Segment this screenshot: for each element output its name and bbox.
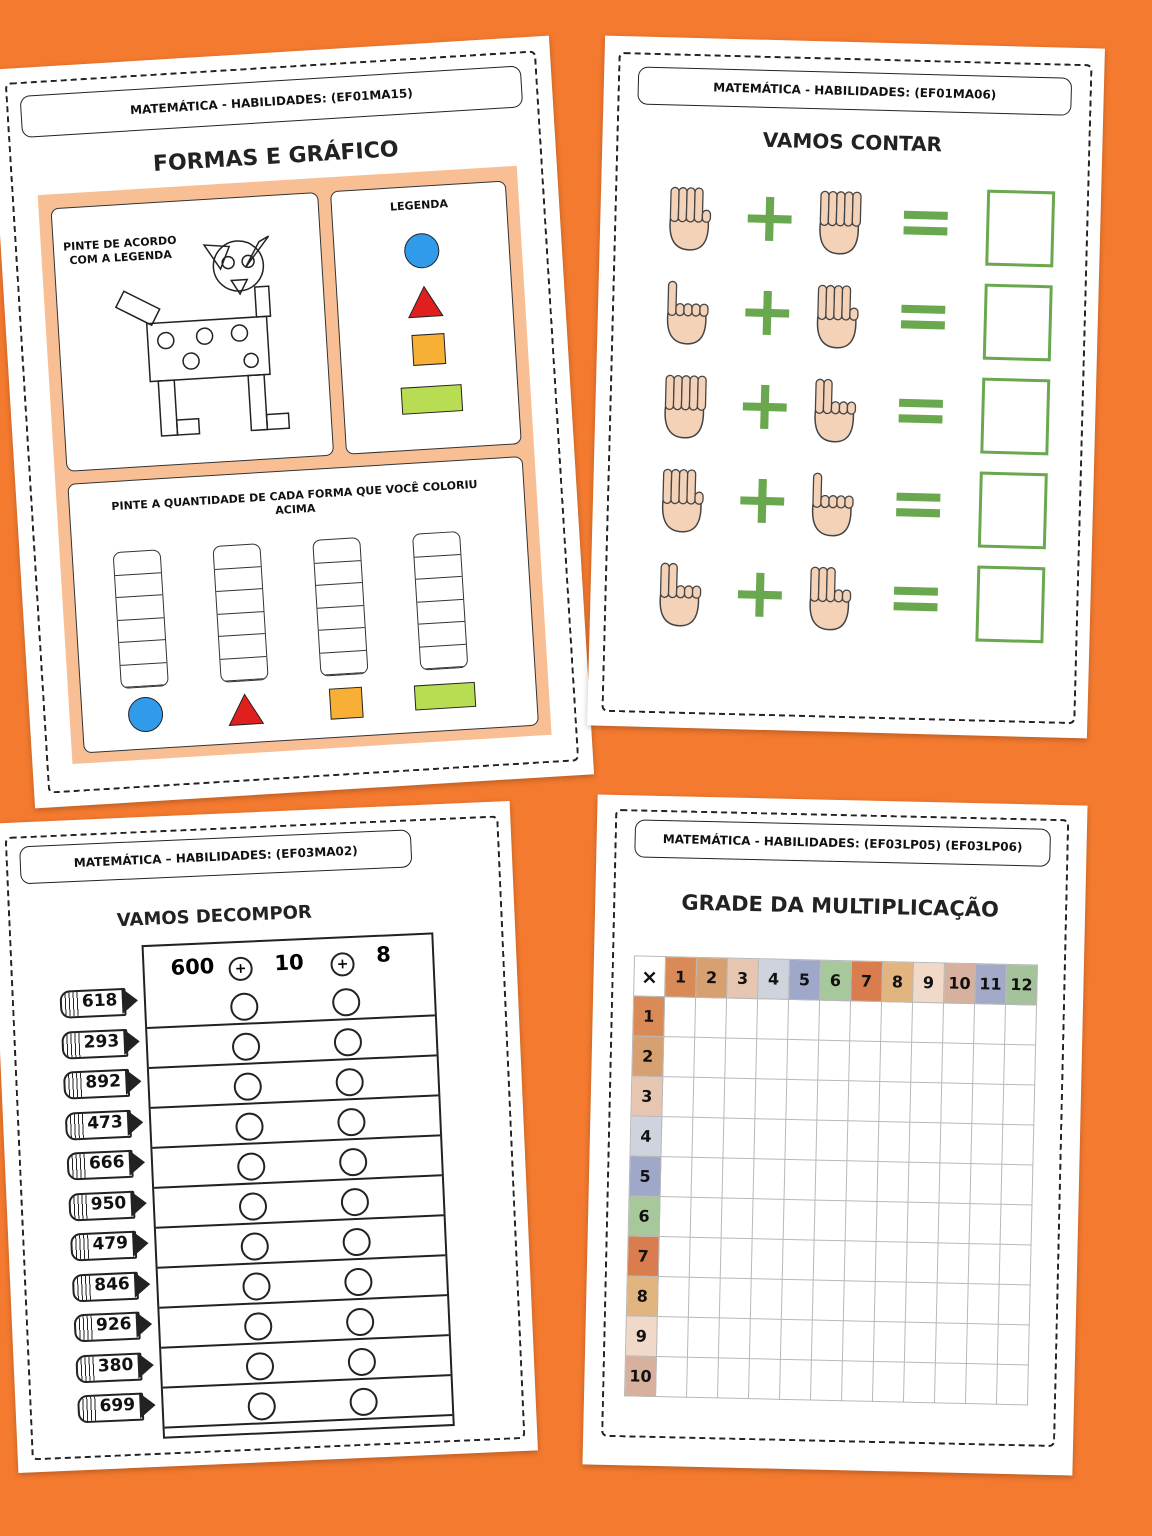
- answer-circle[interactable]: [340, 1187, 369, 1216]
- answer-cell[interactable]: [689, 1237, 721, 1278]
- answer-cell[interactable]: [661, 1117, 693, 1158]
- pencil-tip: [125, 1068, 142, 1095]
- answer-cell[interactable]: [996, 1364, 1028, 1405]
- column-header: 2: [696, 957, 728, 998]
- plus-sign: +: [739, 175, 801, 259]
- graph-shape-row: [68, 457, 538, 752]
- answer-cell[interactable]: [938, 1203, 970, 1244]
- answer-cell[interactable]: [725, 1038, 757, 1079]
- answer-cell[interactable]: [844, 1241, 876, 1282]
- answer-box[interactable]: [980, 378, 1050, 456]
- answer-cell[interactable]: [810, 1360, 842, 1401]
- number-label: 892: [85, 1071, 122, 1093]
- answer-circle[interactable]: [247, 1392, 276, 1421]
- row-header: 10: [625, 1356, 657, 1397]
- sheet-title: GRADE DA MULTIPLICAÇÃO: [681, 890, 1000, 922]
- column-header: 10: [944, 963, 976, 1004]
- counting-row: [657, 269, 1079, 364]
- answer-cell[interactable]: [1001, 1164, 1033, 1205]
- answer-cell[interactable]: [880, 1042, 912, 1083]
- answer-cell[interactable]: [783, 1199, 815, 1240]
- answer-cell[interactable]: [687, 1357, 719, 1398]
- answer-cell[interactable]: [788, 999, 820, 1040]
- answer-cell[interactable]: [904, 1322, 936, 1363]
- grid-line: [147, 1014, 435, 1029]
- answer-cell[interactable]: [941, 1083, 973, 1124]
- plus-sign: +: [729, 551, 791, 635]
- answer-cell[interactable]: [757, 999, 789, 1040]
- grid-line: [152, 1134, 440, 1149]
- grid-line: [163, 1374, 451, 1389]
- number-label: 666: [88, 1152, 125, 1174]
- answer-cell[interactable]: [847, 1121, 879, 1162]
- sheet-title: VAMOS DECOMPOR: [116, 901, 313, 932]
- equals-sign: =: [895, 179, 957, 263]
- answer-cell[interactable]: [813, 1240, 845, 1281]
- legend-title: LEGENDA: [389, 197, 449, 214]
- answer-circle[interactable]: [237, 1152, 266, 1181]
- answer-cell[interactable]: [907, 1202, 939, 1243]
- hand-right-icon: [807, 277, 865, 354]
- hand-right-icon: [802, 465, 860, 542]
- answer-circle[interactable]: [344, 1267, 373, 1296]
- pencil-number: [72, 1268, 157, 1300]
- grid-line: [156, 1214, 444, 1229]
- pencil-number: [77, 1390, 162, 1422]
- answer-cell[interactable]: [656, 1317, 688, 1358]
- grid-line: [161, 1334, 449, 1349]
- answer-cell[interactable]: [779, 1359, 811, 1400]
- graph-instruction: PINTE A QUANTIDADE DE CADA FORMA QUE VOCÊ COLORIU ACIMA: [111, 477, 478, 518]
- answer-circle[interactable]: [240, 1232, 269, 1261]
- row-header: 8: [626, 1276, 658, 1317]
- answer-cell[interactable]: [940, 1123, 972, 1164]
- answer-cell[interactable]: [782, 1239, 814, 1280]
- column-header: 12: [1006, 964, 1038, 1005]
- sheet-header: MATEMÁTICA – HABILIDADES: (EF03MA02): [19, 829, 412, 884]
- answer-circle[interactable]: [230, 992, 259, 1021]
- answer-cell[interactable]: [877, 1161, 909, 1202]
- answer-cell[interactable]: [848, 1081, 880, 1122]
- column-header: 5: [789, 959, 821, 1000]
- column-header: 11: [975, 964, 1007, 1005]
- dog-outline-drawing: [52, 193, 333, 471]
- answer-cell[interactable]: [966, 1324, 998, 1365]
- answer-cell[interactable]: [814, 1200, 846, 1241]
- legend-box: [330, 181, 522, 455]
- pencil-tip: [132, 1230, 149, 1257]
- plus-circle-header: +: [330, 952, 355, 977]
- graph-box: [67, 456, 539, 753]
- answer-circle[interactable]: [346, 1307, 375, 1336]
- equals-sign: =: [885, 555, 947, 639]
- answer-circle[interactable]: [233, 1072, 262, 1101]
- number-label: 618: [81, 990, 118, 1012]
- hand-left-icon: [652, 461, 710, 538]
- legend-lime-rectangle: [401, 385, 462, 415]
- answer-cell[interactable]: [970, 1164, 1002, 1205]
- answer-cell[interactable]: [876, 1201, 908, 1242]
- answer-cell[interactable]: [973, 1044, 1005, 1085]
- answer-circle[interactable]: [244, 1312, 273, 1341]
- hand-left-icon: [650, 555, 708, 632]
- number-label: 479: [92, 1233, 129, 1255]
- answer-cell[interactable]: [843, 1281, 875, 1322]
- pencil-number: [70, 1228, 155, 1260]
- answer-cell[interactable]: [817, 1080, 849, 1121]
- answer-cell[interactable]: [850, 1001, 882, 1042]
- pencil-tip: [130, 1190, 147, 1217]
- answer-cell[interactable]: [972, 1084, 1004, 1125]
- answer-cell[interactable]: [936, 1283, 968, 1324]
- answer-cell[interactable]: [753, 1159, 785, 1200]
- answer-cell[interactable]: [905, 1282, 937, 1323]
- counting-row: [649, 551, 1071, 646]
- answer-cell[interactable]: [816, 1120, 848, 1161]
- answer-cell[interactable]: [815, 1160, 847, 1201]
- legend-blue-circle: [404, 233, 440, 269]
- answer-circle[interactable]: [245, 1352, 274, 1381]
- answer-cell[interactable]: [909, 1122, 941, 1163]
- hand-left-icon: [654, 367, 712, 444]
- answer-cell[interactable]: [903, 1362, 935, 1403]
- answer-cell[interactable]: [934, 1363, 966, 1404]
- answer-cell[interactable]: [965, 1364, 997, 1405]
- shapes-panel: [38, 166, 552, 764]
- answer-cell[interactable]: [906, 1242, 938, 1283]
- answer-cell[interactable]: [1004, 1044, 1036, 1085]
- answer-cell[interactable]: [1000, 1204, 1032, 1245]
- equals-sign: =: [890, 367, 952, 451]
- grid-line: [159, 1294, 447, 1309]
- answer-circle[interactable]: [342, 1227, 371, 1256]
- equals-sign: =: [887, 461, 949, 545]
- plus-circle-header: +: [228, 956, 253, 981]
- answer-cell[interactable]: [873, 1321, 905, 1362]
- answer-cell[interactable]: [969, 1204, 1001, 1245]
- answer-cell[interactable]: [841, 1361, 873, 1402]
- worksheet-formas-e-grafico: [0, 36, 594, 809]
- row-header: 4: [630, 1116, 662, 1157]
- counting-row: [659, 175, 1081, 270]
- answer-cell[interactable]: [663, 1037, 695, 1078]
- hand-left-icon: [659, 179, 717, 256]
- answer-cell[interactable]: [718, 1318, 750, 1359]
- pencil-number: [66, 1147, 151, 1179]
- answer-cell[interactable]: [845, 1201, 877, 1242]
- row-header: 9: [625, 1316, 657, 1357]
- answer-cell[interactable]: [912, 1002, 944, 1043]
- answer-cell[interactable]: [935, 1323, 967, 1364]
- pencil-tip: [134, 1271, 151, 1298]
- answer-cell[interactable]: [908, 1162, 940, 1203]
- answer-cell[interactable]: [878, 1121, 910, 1162]
- answer-cell[interactable]: [842, 1321, 874, 1362]
- answer-circle[interactable]: [337, 1108, 366, 1137]
- number-label: 293: [83, 1030, 120, 1053]
- sheet-title: FORMAS E GRÁFICO: [152, 137, 400, 177]
- pencil-number: [63, 1066, 148, 1098]
- answer-cell[interactable]: [968, 1244, 1000, 1285]
- answer-cell[interactable]: [999, 1244, 1031, 1285]
- answer-cell[interactable]: [691, 1157, 723, 1198]
- answer-cell[interactable]: [756, 1039, 788, 1080]
- hand-right-icon: [804, 371, 862, 448]
- answer-cell[interactable]: [881, 1002, 913, 1043]
- answer-cell[interactable]: [819, 1000, 851, 1041]
- pencil-number: [61, 1026, 146, 1058]
- row-header: 3: [631, 1076, 663, 1117]
- answer-circle[interactable]: [347, 1347, 376, 1376]
- pencil-number: [75, 1349, 160, 1381]
- decompose-table: [142, 932, 455, 1438]
- sheet-header: MATEMÁTICA - HABILIDADES: (EF01MA06): [637, 66, 1072, 115]
- answer-cell[interactable]: [971, 1124, 1003, 1165]
- column-header: 3: [727, 958, 759, 999]
- answer-cell[interactable]: [724, 1078, 756, 1119]
- answer-cell[interactable]: [875, 1241, 907, 1282]
- answer-circle[interactable]: [238, 1192, 267, 1221]
- answer-cell[interactable]: [660, 1157, 692, 1198]
- answer-cell[interactable]: [751, 1239, 783, 1280]
- answer-box[interactable]: [985, 190, 1055, 268]
- answer-cell[interactable]: [722, 1158, 754, 1199]
- answer-cell[interactable]: [726, 998, 758, 1039]
- answer-cell[interactable]: [662, 1077, 694, 1118]
- example-units: 8: [375, 942, 392, 967]
- answer-cell[interactable]: [723, 1118, 755, 1159]
- worksheet-vamos-contar: [587, 36, 1105, 739]
- sheet-header: MATEMÁTICA - HABILIDADES: (EF01MA15): [20, 65, 524, 138]
- answer-cell[interactable]: [754, 1119, 786, 1160]
- pencil-tip: [128, 1149, 145, 1176]
- grid-line: [158, 1254, 446, 1269]
- answer-cell[interactable]: [937, 1243, 969, 1284]
- answer-cell[interactable]: [818, 1040, 850, 1081]
- worksheet-vamos-decompor: [0, 801, 538, 1473]
- equals-sign: =: [892, 273, 954, 357]
- counting-row: [654, 363, 1076, 458]
- answer-cell[interactable]: [752, 1199, 784, 1240]
- answer-circle[interactable]: [235, 1112, 264, 1141]
- answer-cell[interactable]: [748, 1359, 780, 1400]
- pencil-number: [59, 985, 144, 1017]
- column-header: 8: [882, 962, 914, 1003]
- answer-cell[interactable]: [664, 997, 696, 1038]
- hand-left-icon: [657, 273, 715, 350]
- answer-circle[interactable]: [333, 1028, 362, 1057]
- plus-sign: +: [734, 363, 796, 447]
- answer-cell[interactable]: [750, 1279, 782, 1320]
- answer-circle[interactable]: [349, 1387, 378, 1416]
- answer-cell[interactable]: [785, 1119, 817, 1160]
- pencil-tip: [123, 1028, 140, 1055]
- answer-circle[interactable]: [335, 1068, 364, 1097]
- answer-cell[interactable]: [812, 1280, 844, 1321]
- answer-cell[interactable]: [942, 1043, 974, 1084]
- answer-cell[interactable]: [690, 1197, 722, 1238]
- number-label: 846: [93, 1273, 131, 1296]
- answer-circle[interactable]: [242, 1272, 271, 1301]
- sheet-header: MATEMÁTICA - HABILIDADES: (EF03LP05) (EF03LP06): [634, 819, 1051, 866]
- instruction-text: PINTE DE ACORDO COM A LEGENDA: [62, 233, 177, 268]
- number-label: 380: [97, 1354, 134, 1376]
- number-label: 926: [95, 1313, 132, 1336]
- answer-cell[interactable]: [694, 1037, 726, 1078]
- answer-cell[interactable]: [1005, 1004, 1037, 1045]
- sheet-title: VAMOS CONTAR: [762, 127, 943, 157]
- answer-cell[interactable]: [692, 1117, 724, 1158]
- answer-circle[interactable]: [332, 988, 361, 1017]
- plus-sign: +: [736, 269, 798, 353]
- pencil-number: [65, 1107, 150, 1139]
- answer-cell[interactable]: [874, 1281, 906, 1322]
- column-header: 9: [913, 962, 945, 1003]
- answer-cell[interactable]: [784, 1159, 816, 1200]
- legend-orange-square: [412, 334, 446, 366]
- answer-cell[interactable]: [749, 1319, 781, 1360]
- answer-cell[interactable]: [998, 1284, 1030, 1325]
- column-header: 6: [820, 960, 852, 1001]
- row-header: 1: [633, 996, 665, 1037]
- grid-line: [165, 1414, 453, 1429]
- grid-line: [149, 1054, 437, 1069]
- row-header: 5: [629, 1156, 661, 1197]
- answer-cell[interactable]: [939, 1163, 971, 1204]
- number-label: 699: [99, 1394, 136, 1417]
- pencil-tip: [139, 1392, 156, 1419]
- answer-cell[interactable]: [1002, 1124, 1034, 1165]
- answer-cell[interactable]: [658, 1237, 690, 1278]
- corner-cell: ×: [634, 956, 666, 997]
- answer-cell[interactable]: [720, 1238, 752, 1279]
- answer-cell[interactable]: [786, 1079, 818, 1120]
- pencil-tip: [127, 1109, 144, 1136]
- column-header: 1: [665, 957, 697, 998]
- answer-cell[interactable]: [718, 1358, 750, 1399]
- answer-cell[interactable]: [846, 1161, 878, 1202]
- answer-cell[interactable]: [781, 1279, 813, 1320]
- legend-red-triangle: [407, 286, 443, 318]
- answer-circle[interactable]: [231, 1032, 260, 1061]
- answer-cell[interactable]: [721, 1198, 753, 1239]
- answer-cell[interactable]: [910, 1082, 942, 1123]
- pencil-tip: [121, 987, 138, 1014]
- answer-cell[interactable]: [657, 1277, 689, 1318]
- row-header: 6: [628, 1196, 660, 1237]
- answer-cell[interactable]: [879, 1082, 911, 1123]
- answer-cell[interactable]: [693, 1077, 725, 1118]
- answer-cell[interactable]: [688, 1277, 720, 1318]
- answer-cell[interactable]: [656, 1357, 688, 1398]
- answer-cell[interactable]: [755, 1079, 787, 1120]
- counting-row: [652, 457, 1074, 552]
- answer-cell[interactable]: [997, 1324, 1029, 1365]
- number-label: 950: [90, 1192, 127, 1215]
- worksheet-grade-multiplicacao: [582, 795, 1087, 1476]
- answer-cell[interactable]: [687, 1317, 719, 1358]
- grid-line: [151, 1094, 439, 1109]
- pencil-number: [73, 1309, 158, 1341]
- example-tens: 10: [273, 950, 305, 976]
- answer-cell[interactable]: [811, 1320, 843, 1361]
- pencil-tip: [137, 1352, 154, 1379]
- answer-cell[interactable]: [1003, 1084, 1035, 1125]
- answer-cell[interactable]: [974, 1004, 1006, 1045]
- number-label: 473: [86, 1111, 124, 1134]
- pencil-number: [68, 1187, 153, 1219]
- answer-cell[interactable]: [849, 1041, 881, 1082]
- pencil-tip: [136, 1311, 153, 1338]
- hand-right-icon: [799, 559, 857, 636]
- row-header: 2: [632, 1036, 664, 1077]
- example-hundreds: 600: [170, 954, 215, 980]
- answer-cell[interactable]: [911, 1042, 943, 1083]
- grid-line: [154, 1174, 442, 1189]
- row-header: 7: [627, 1236, 659, 1277]
- answer-cell[interactable]: [695, 997, 727, 1038]
- multiplication-grid: [624, 955, 1038, 1405]
- answer-cell[interactable]: [719, 1278, 751, 1319]
- answer-box[interactable]: [983, 284, 1053, 362]
- answer-box[interactable]: [975, 566, 1045, 644]
- legend-shapes: [331, 182, 521, 454]
- answer-cell[interactable]: [787, 1039, 819, 1080]
- answer-circle[interactable]: [339, 1148, 368, 1177]
- answer-cell[interactable]: [659, 1197, 691, 1238]
- answer-cell[interactable]: [967, 1284, 999, 1325]
- column-header: 7: [851, 961, 883, 1002]
- answer-cell[interactable]: [943, 1003, 975, 1044]
- answer-cell[interactable]: [872, 1361, 904, 1402]
- answer-box[interactable]: [978, 472, 1048, 550]
- drawing-box: [51, 192, 335, 472]
- column-header: 4: [758, 959, 790, 1000]
- answer-cell[interactable]: [780, 1319, 812, 1360]
- hand-right-icon: [809, 183, 867, 260]
- plus-sign: +: [731, 457, 793, 541]
